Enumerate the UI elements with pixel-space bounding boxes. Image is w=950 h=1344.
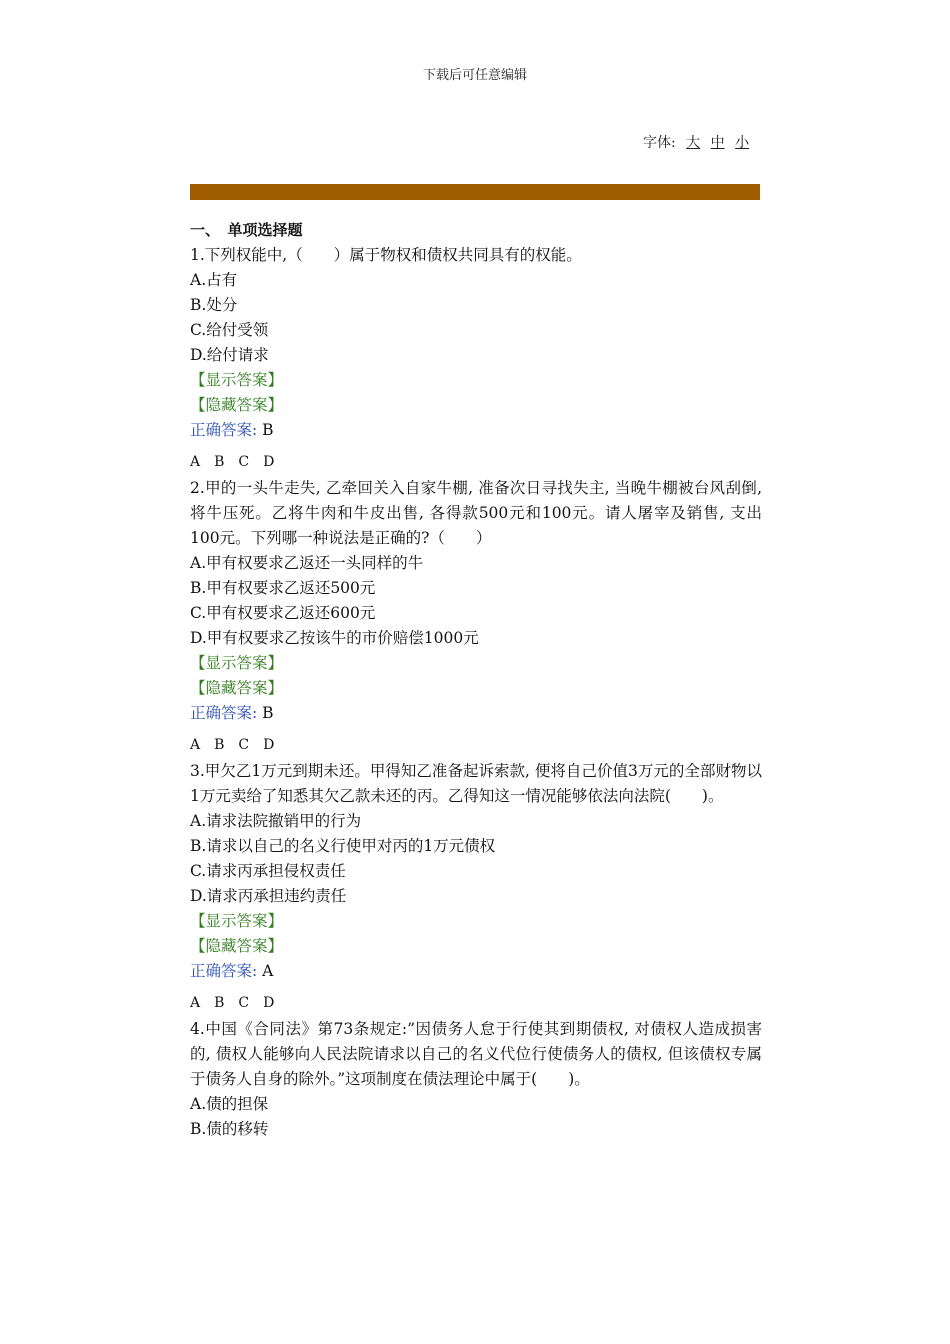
choice-row [190,992,762,1014]
section-title: 一、 单项选择题 [190,221,303,239]
show-answer-button[interactable]: 【显示答案】 [190,654,284,672]
question-text: 3.甲欠乙1万元到期未还。甲得知乙准备起诉索款, 便将自己价值3万元的全部财物以1万元卖给了知悉其欠乙款未还的丙。乙得知这一情况能够依法向法院( )。 [190,762,762,805]
show-answer-button[interactable]: 【显示答案】 [190,371,284,389]
correct-answer [190,701,762,726]
choice-c[interactable]: C [238,454,250,470]
option-b: B.处分 [190,296,238,314]
header-divider-bar [190,184,760,200]
choice-d[interactable]: D [263,737,275,753]
choice-a[interactable]: A [190,737,201,753]
font-size-small-link[interactable]: 小 [735,135,750,151]
choice-d[interactable]: D [263,454,275,470]
correct-answer [190,418,762,443]
option-c: C.甲有权要求乙返还600元 [190,604,376,622]
choice-c[interactable]: C [238,737,250,753]
hide-answer-button[interactable]: 【隐藏答案】 [190,937,284,955]
choice-c[interactable]: C [238,995,250,1011]
correct-answer-value: B [262,421,274,439]
correct-answer-value: A [262,962,274,980]
option-d: D.甲有权要求乙按该牛的市价赔偿1000元 [190,629,479,647]
correct-answer-value: B [262,704,274,722]
correct-answer [190,959,762,984]
choice-a[interactable]: A [190,454,201,470]
option-a: A.甲有权要求乙返还一头同样的牛 [190,554,424,572]
option-a: A.占有 [190,271,238,289]
hide-answer-button[interactable]: 【隐藏答案】 [190,396,284,414]
option-d: D.给付请求 [190,346,269,364]
correct-answer-label: 正确答案: [190,962,258,980]
watermark-text: 下载后可任意编辑 [422,68,527,83]
option-c: C.请求丙承担侵权责任 [190,862,346,880]
font-size-large-link[interactable]: 大 [686,135,701,151]
choice-b[interactable]: B [214,995,225,1011]
correct-answer-label: 正确答案: [190,421,258,439]
question-text: 2.甲的一头牛走失, 乙牵回关入自家牛棚, 准备次日寻找失主, 当晚牛棚被台风刮倒, 将牛压死。乙将牛肉和牛皮出售, 各得款500元和100元。请人屠宰及销售, 支出100元。下列哪一种说法是正确的?（ ） [190,479,762,547]
option-b: B.债的移转 [190,1120,269,1138]
choice-b[interactable]: B [214,737,225,753]
question-text: 4.中国《合同法》第73条规定:”因债务人怠于行使其到期债权, 对债权人造成损害的, 债权人能够向人民法院请求以自己的名义代位行使债务人的债权, 但该债权专属于债务人自身的除外。”这项制度在债法理论中属于( )。 [190,1020,762,1088]
option-c: C.给付受领 [190,321,269,339]
question-block [190,1017,762,1142]
hide-answer-button[interactable]: 【隐藏答案】 [190,679,284,697]
question-list [190,218,762,1142]
question-block [190,759,762,1014]
show-answer-button[interactable]: 【显示答案】 [190,912,284,930]
option-b: B.请求以自己的名义行使甲对丙的1万元债权 [190,837,496,855]
choice-d[interactable]: D [263,995,275,1011]
correct-answer-label: 正确答案: [190,704,258,722]
choice-b[interactable]: B [214,454,225,470]
question-text: 1.下列权能中,（ ）属于物权和债权共同具有的权能。 [190,246,582,264]
choice-row [190,451,762,473]
question-block [190,476,762,756]
font-size-label: 字体: [643,135,676,151]
choice-a[interactable]: A [190,995,201,1011]
choice-row [190,734,762,756]
option-b: B.甲有权要求乙返还500元 [190,579,376,597]
question-block [190,243,762,473]
font-size-control [643,132,749,152]
option-a: A.请求法院撤销甲的行为 [190,812,362,830]
font-size-medium-link[interactable]: 中 [710,135,725,151]
option-a: A.债的担保 [190,1095,269,1113]
option-d: D.请求丙承担违约责任 [190,887,347,905]
